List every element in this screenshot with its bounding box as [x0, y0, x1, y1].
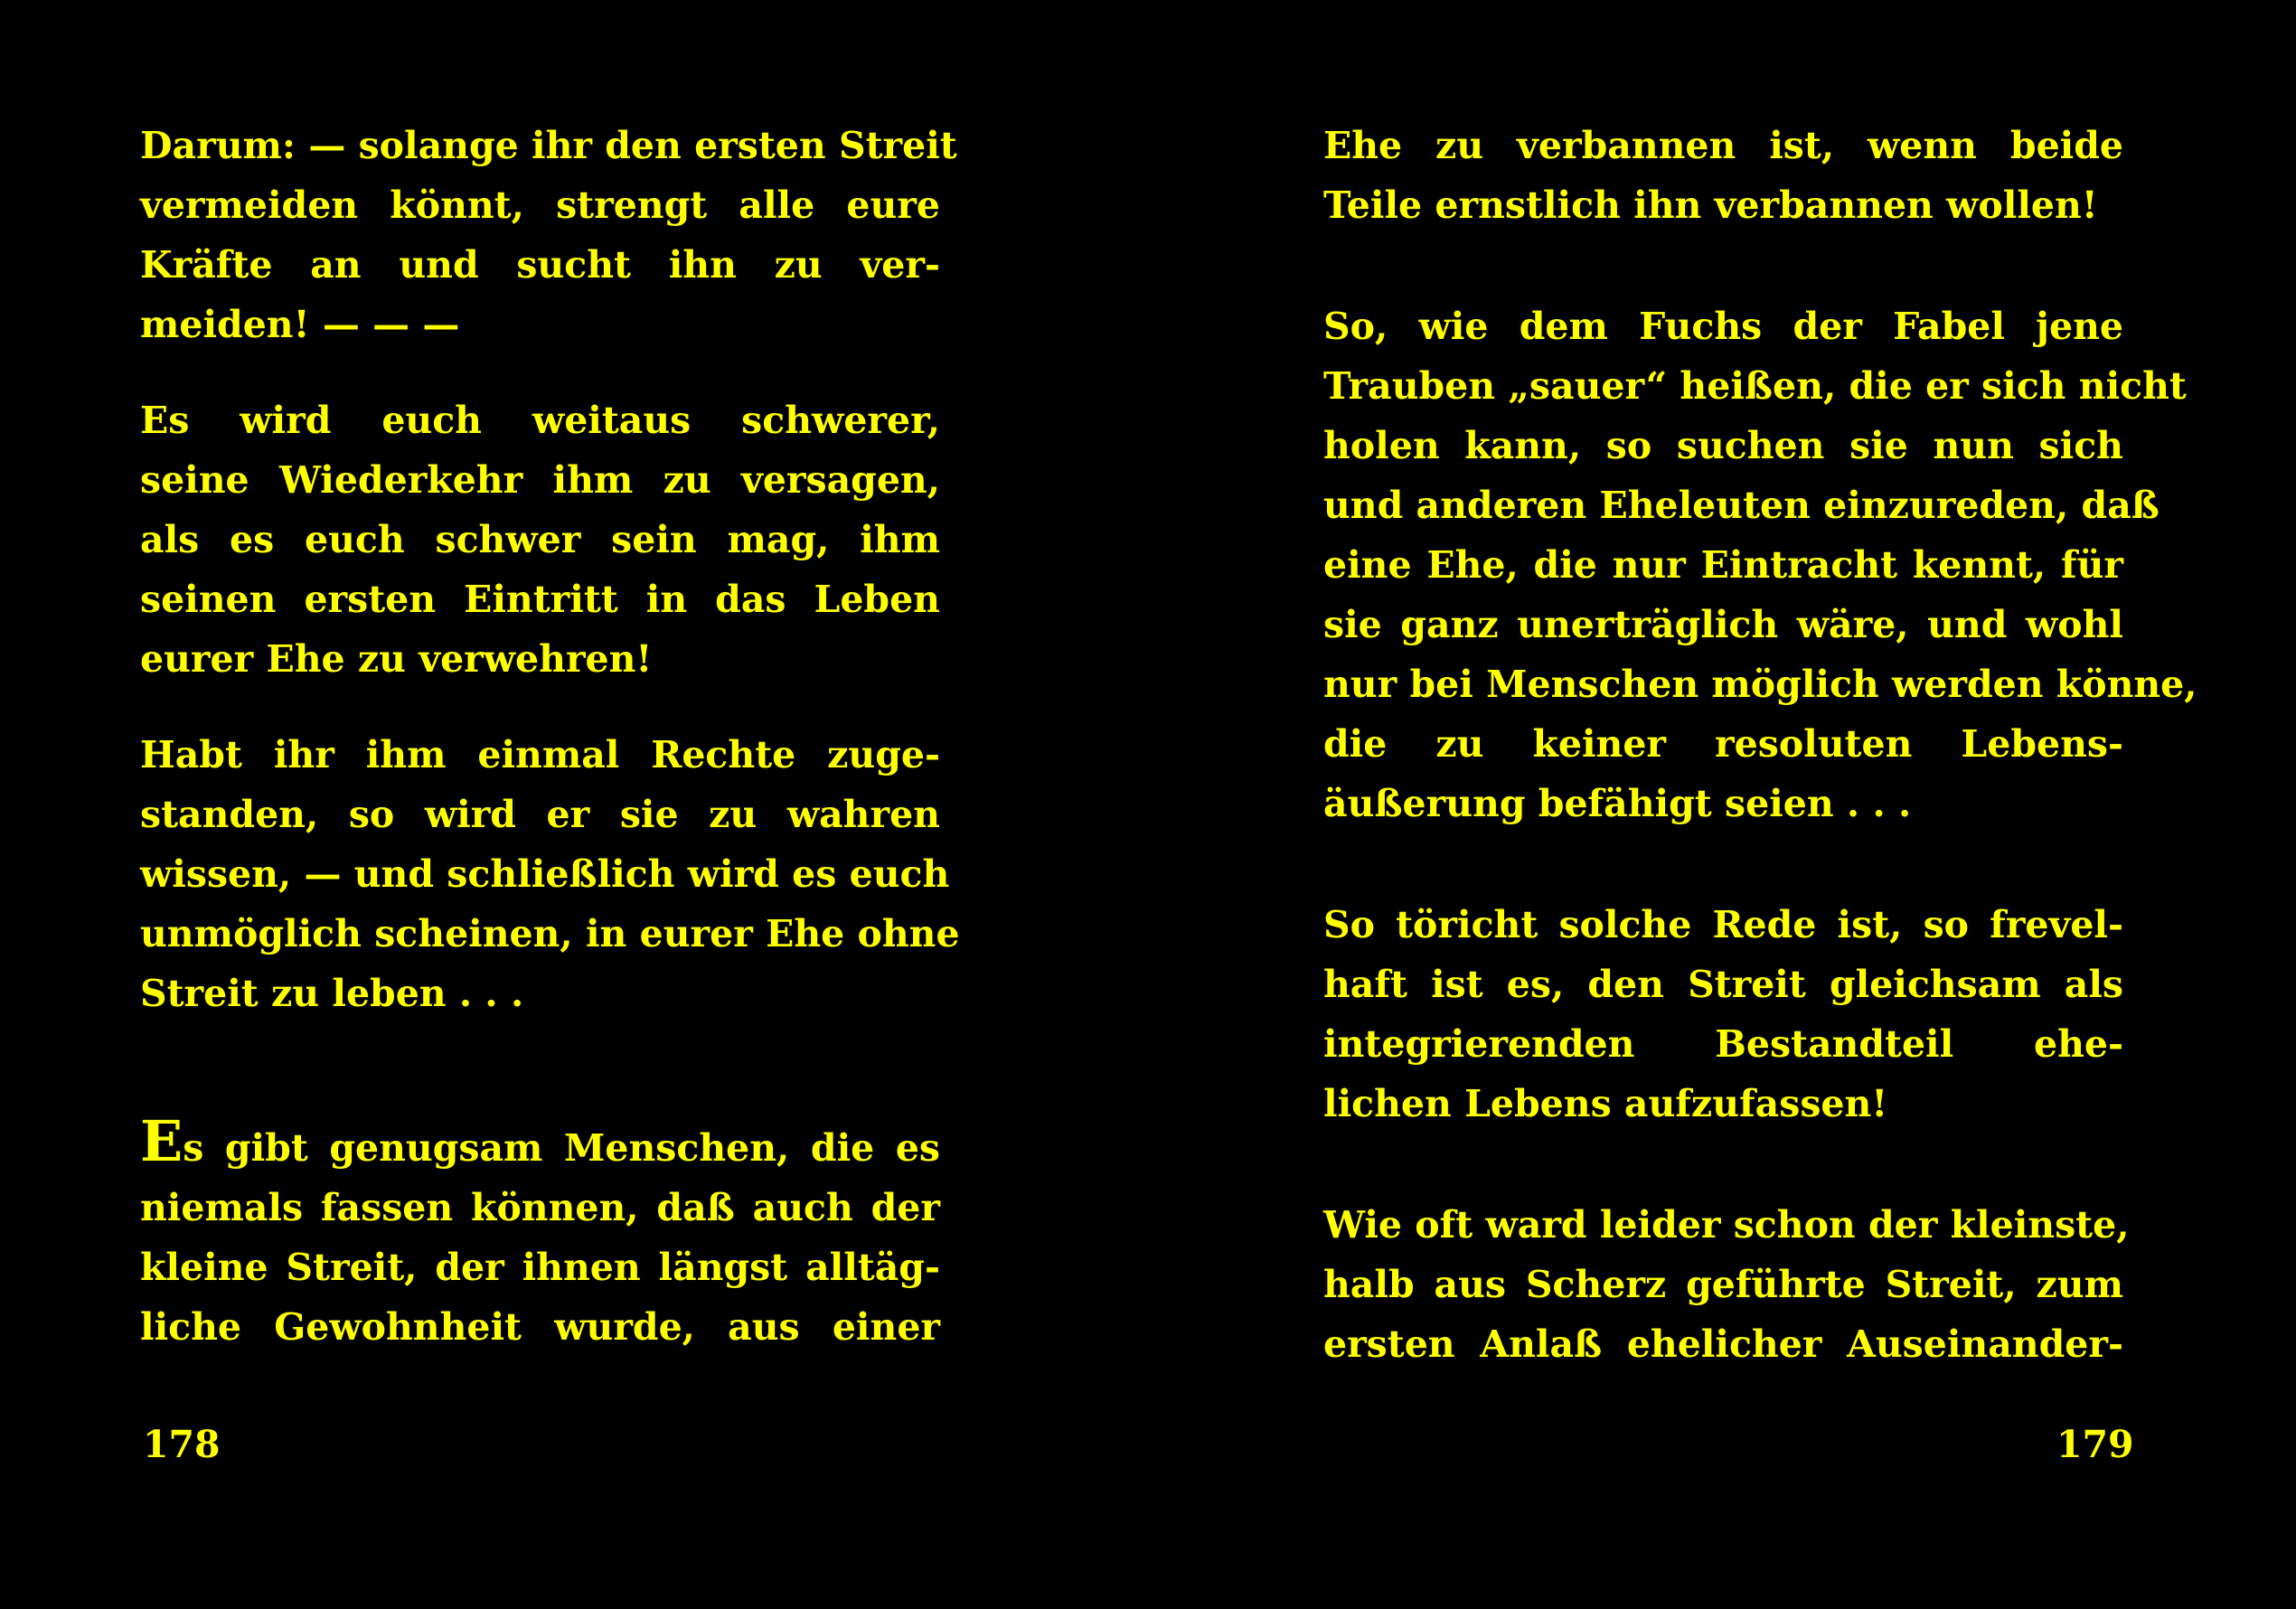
text-line: [140, 1108, 940, 1178]
text-line: vermeiden könnt, strengt alle eure: [140, 183, 940, 227]
paragraph: [140, 390, 940, 689]
paragraph: [140, 116, 957, 354]
text-line: haft ist es, den Streit gleichsam als: [1323, 963, 2123, 1006]
page-number: 179: [2056, 1423, 2134, 1466]
text-line: So, wie dem Fuchs der Fabel jene: [1323, 305, 2123, 348]
text-line: Ehe zu verbannen ist, wenn beide: [1323, 124, 2123, 167]
text-line: seine Wiederkehr ihm zu versagen,: [140, 458, 940, 502]
text-line: wissen, — und schließlich wird es euch: [140, 852, 950, 896]
text-line: standen, so wird er sie zu wahren: [140, 793, 940, 836]
text-line: äußerung befähigt seien . . .: [1323, 782, 1912, 825]
text-line: So töricht solche Rede ist, so frevel-: [1323, 903, 2123, 946]
first-line-text: s gibt genugsam Menschen, die es: [183, 1126, 940, 1170]
paragraph: [1323, 895, 2123, 1134]
text-line: liche Gewohnheit wurde, aus einer: [140, 1305, 940, 1349]
paragraph: [1323, 116, 2123, 235]
text-line: ersten Anlaß ehelicher Auseinander-: [1323, 1322, 2123, 1366]
page-number: 178: [143, 1423, 221, 1466]
text-line: nur bei Menschen möglich werden könne,: [1323, 663, 2197, 706]
text-line: seinen ersten Eintritt in das Leben: [140, 578, 940, 621]
text-line: Teile ernstlich ihn verbannen wollen!: [1323, 183, 2098, 227]
text-line: Habt ihr ihm einmal Rechte zuge-: [140, 733, 940, 776]
paragraph: [140, 725, 960, 1023]
text-line: Darum: — solange ihr den ersten Streit: [140, 124, 957, 167]
text-line: Wie oft ward leider schon der kleinste,: [1323, 1203, 2130, 1247]
right-text-block: [1323, 116, 2197, 1374]
text-line: und anderen Eheleuten einzureden, daß: [1323, 484, 2160, 527]
paragraph: [1323, 1195, 2130, 1374]
text-line: als es euch schwer sein mag, ihm: [140, 518, 940, 561]
text-line: Es wird euch weitaus schwerer,: [140, 399, 940, 442]
text-line: meiden! — — —: [140, 303, 460, 346]
text-line: sie ganz unerträglich wäre, und wohl: [1323, 603, 2123, 646]
right-page: [1148, 0, 2296, 1609]
text-line: kleine Streit, der ihnen längst alltäg-: [140, 1246, 940, 1289]
text-line: lichen Lebens aufzufassen!: [1323, 1082, 1888, 1125]
text-line: Trauben „sauer“ heißen, die er sich nicht: [1323, 364, 2187, 408]
text-line: holen kann, so suchen sie nun sich: [1323, 424, 2123, 467]
left-text-block: [140, 116, 960, 1357]
text-line: eurer Ehe zu verwehren!: [140, 637, 653, 681]
paragraph: [1323, 296, 2197, 833]
text-line: integrierenden Bestandteil ehe-: [1323, 1022, 2123, 1066]
text-line: die zu keiner resoluten Lebens-: [1323, 722, 2123, 766]
text-line: halb aus Scherz geführte Streit, zum: [1323, 1263, 2123, 1306]
drop-cap: E: [140, 1108, 183, 1174]
text-line: niemals fassen können, daß auch der: [140, 1186, 940, 1229]
text-line: unmöglich scheinen, in eurer Ehe ohne: [140, 912, 960, 955]
text-line: Kräfte an und sucht ihn zu ver-: [140, 243, 940, 287]
section-paragraph: [140, 1108, 940, 1357]
text-line: eine Ehe, die nur Eintracht kennt, für: [1323, 543, 2123, 587]
text-line: Streit zu leben . . .: [140, 972, 524, 1015]
